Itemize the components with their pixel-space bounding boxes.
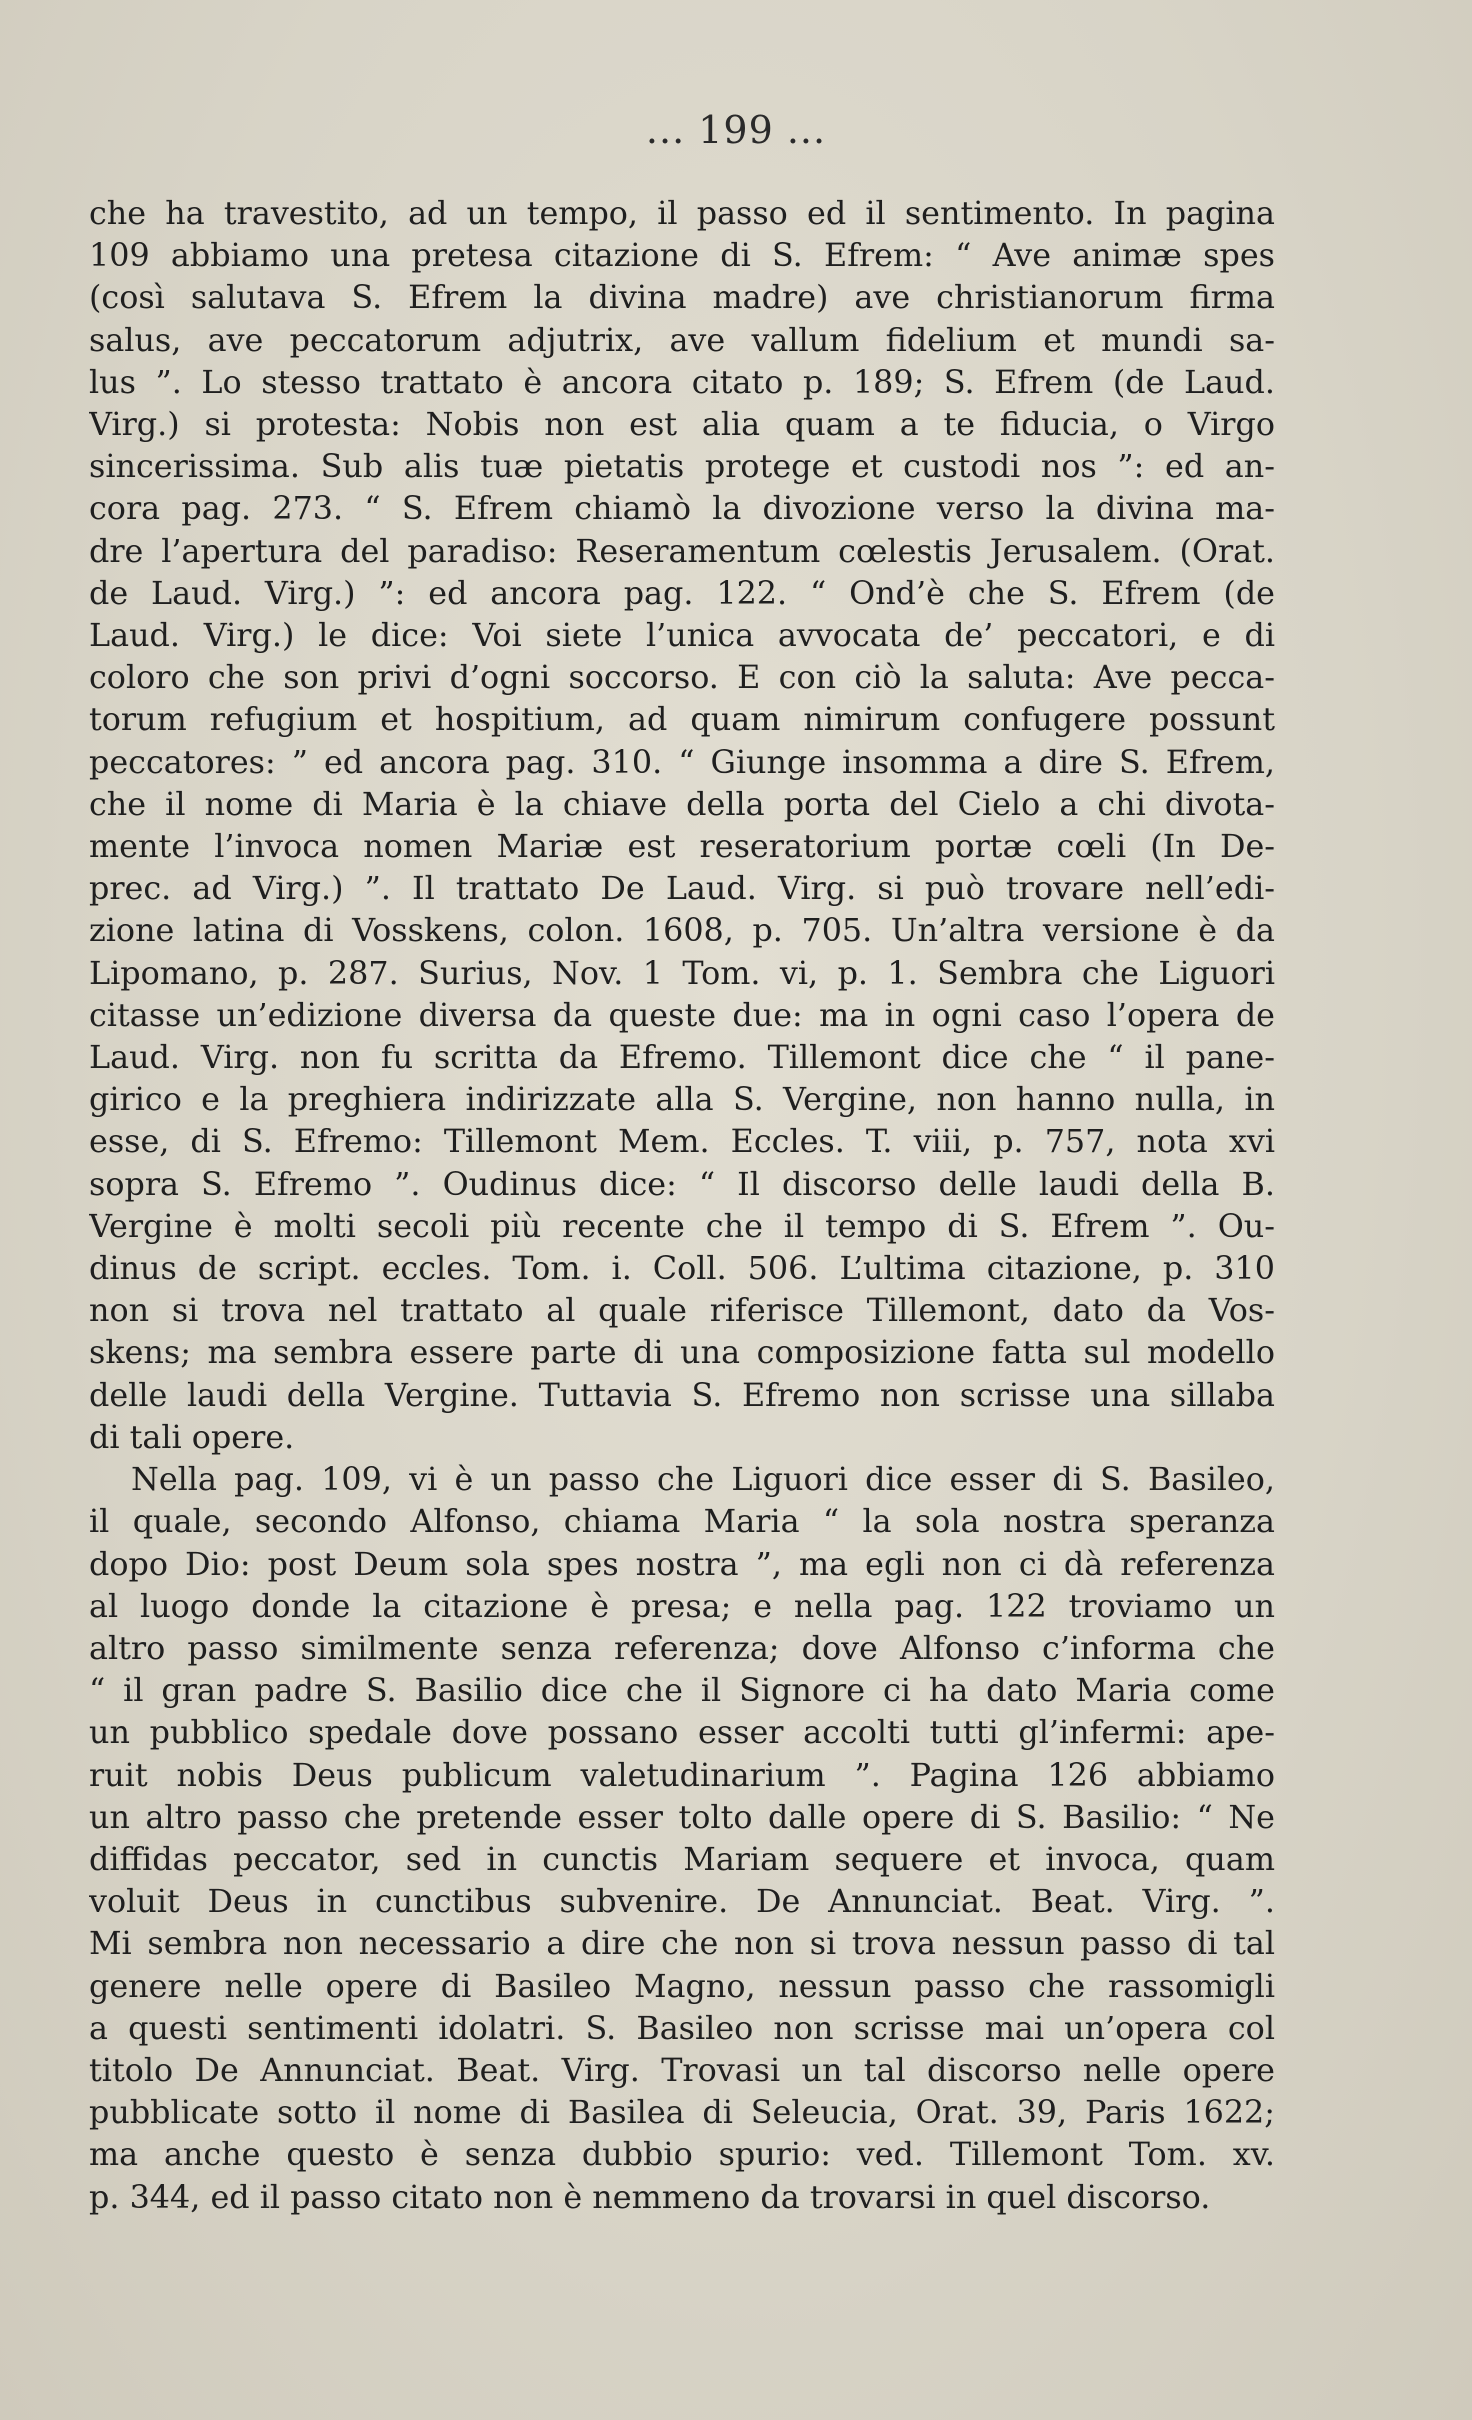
text-line: altro passo similmente senza referenza; dove Alfonso c’informa che [89,1629,1275,1667]
body-text [89,193,1275,2219]
text-line: un altro passo che pretende esser tolto dalle opere di S. Basilio: “ Ne [89,1798,1275,1836]
text-line: (così salutava S. Efrem la divina madre) ave christianorum firma [89,279,1275,317]
text-line: peccatores: ” ed ancora pag. 310. “ Giunge insomma a dire S. Efrem, [89,743,1275,781]
text-line: che il nome di Maria è la chiave della porta del Cielo a chi divota- [89,785,1275,823]
text-line: lus ”. Lo stesso trattato è ancora citato p. 189; S. Efrem (de Laud. [89,363,1275,401]
text-line: non si trova nel trattato al quale riferisce Tillemont, dato da Vos- [89,1292,1275,1330]
text-line: diffidas peccator, sed in cunctis Mariam sequere et invoca, quam [89,1840,1275,1878]
text-line: cora pag. 273. “ S. Efrem chiamò la divozione verso la divina ma- [89,490,1275,528]
text-line: a questi sentimenti idolatri. S. Basileo non scrisse mai un’opera col [89,2009,1275,2047]
text-line: de Laud. Virg.) ”: ed ancora pag. 122. “ Ond’è che S. Efrem (de [89,574,1275,612]
text-line: sopra S. Efremo ”. Oudinus dice: “ Il discorso delle laudi della B. [89,1165,1275,1203]
text-line: esse, di S. Efremo: Tillemont Mem. Eccles. T. viii, p. 757, nota xvi [89,1123,1275,1161]
text-line: Mi sembra non necessario a dire che non si trova nessun passo di tal [89,1925,1275,1963]
text-line: zione latina di Vosskens, colon. 1608, p. 705. Un’altra versione è da [89,912,1275,950]
text-line: torum refugium et hospitium, ad quam nimirum confugere possunt [89,701,1275,739]
text-line: al luogo donde la citazione è presa; e nella pag. 122 troviamo un [89,1587,1275,1625]
text-line: dre l’apertura del paradiso: Reseramentum cœlestis Jerusalem. (Orat. [89,532,1275,570]
text-line: girico e la preghiera indirizzate alla S. Vergine, non hanno nulla, in [89,1081,1275,1119]
text-line: Laud. Virg. non fu scritta da Efremo. Tillemont dice che “ il pane- [89,1039,1275,1077]
text-line: citasse un’edizione diversa da queste due: ma in ogni caso l’opera de [89,996,1275,1034]
text-line: prec. ad Virg.) ”. Il trattato De Laud. Virg. si può trovare nell’edi- [89,870,1275,908]
text-line: il quale, secondo Alfonso, chiama Maria “ la sola nostra speranza [89,1503,1275,1541]
text-line: pubblicate sotto il nome di Basilea di Seleucia, Orat. 39, Paris 1622; [89,2094,1275,2132]
text-line: mente l’invoca nomen Mariæ est reseratorium portæ cœli (In De- [89,828,1275,866]
text-line: sincerissima. Sub alis tuæ pietatis protege et custodi nos ”: ed an- [89,448,1275,486]
text-line: Vergine è molti secoli più recente che il tempo di S. Efrem ”. Ou- [89,1207,1275,1245]
text-line: ma anche questo è senza dubbio spurio: ved. Tillemont Tom. xv. [89,2136,1275,2174]
text-line: voluit Deus in cunctibus subvenire. De Annunciat. Beat. Virg. ”. [89,1883,1275,1921]
text-line: che ha travestito, ad un tempo, il passo ed il sentimento. In pagina [89,195,1275,232]
text-line: coloro che son privi d’ogni soccorso. E con ciò la saluta: Ave pecca- [89,659,1275,697]
text-line: genere nelle opere di Basileo Magno, nessun passo che rassomigli [89,1967,1275,2005]
text-line: Laud. Virg.) le dice: Voi siete l’unica avvocata de’ peccatori, e di [89,617,1275,655]
text-line: ruit nobis Deus publicum valetudinarium ”. Pagina 126 abbiamo [89,1756,1275,1794]
text-line: Lipomano, p. 287. Surius, Nov. 1 Tom. vi, p. 1. Sembra che Liguori [89,954,1275,992]
text-line: 109 abbiamo una pretesa citazione di S. Efrem: “ Ave animæ spes [89,237,1275,275]
text-line: p. 344, ed il passo citato non è nemmeno da trovarsi in quel discorso. [89,2178,1211,2216]
text-line: di tali opere. [89,1418,295,1456]
text-line: titolo De Annunciat. Beat. Virg. Trovasi un tal discorso nelle opere [89,2051,1275,2089]
text-line: skens; ma sembra essere parte di una composizione fatta sul modello [89,1334,1275,1372]
text-line: dopo Dio: post Deum sola spes nostra ”, ma egli non ci dà referenza [89,1545,1275,1583]
page-number: ... 199 ... [645,108,827,152]
text-line: dinus de script. eccles. Tom. i. Coll. 506. L’ultima citazione, p. 310 [89,1250,1275,1288]
text-line: Nella pag. 109, vi è un passo che Liguori dice esser di S. Basileo, [131,1461,1275,1499]
text-line: salus, ave peccatorum adjutrix, ave vallum fidelium et mundi sa- [89,321,1275,359]
text-line: un pubblico spedale dove possano esser accolti tutti gl’infermi: ape- [89,1714,1275,1752]
text-line: delle laudi della Vergine. Tuttavia S. Efremo non scrisse una sillaba [89,1376,1275,1414]
text-line: Virg.) si protesta: Nobis non est alia quam a te fiducia, o Virgo [89,406,1275,444]
text-line: “ il gran padre S. Basilio dice che il Signore ci ha dato Maria come [89,1672,1275,1710]
